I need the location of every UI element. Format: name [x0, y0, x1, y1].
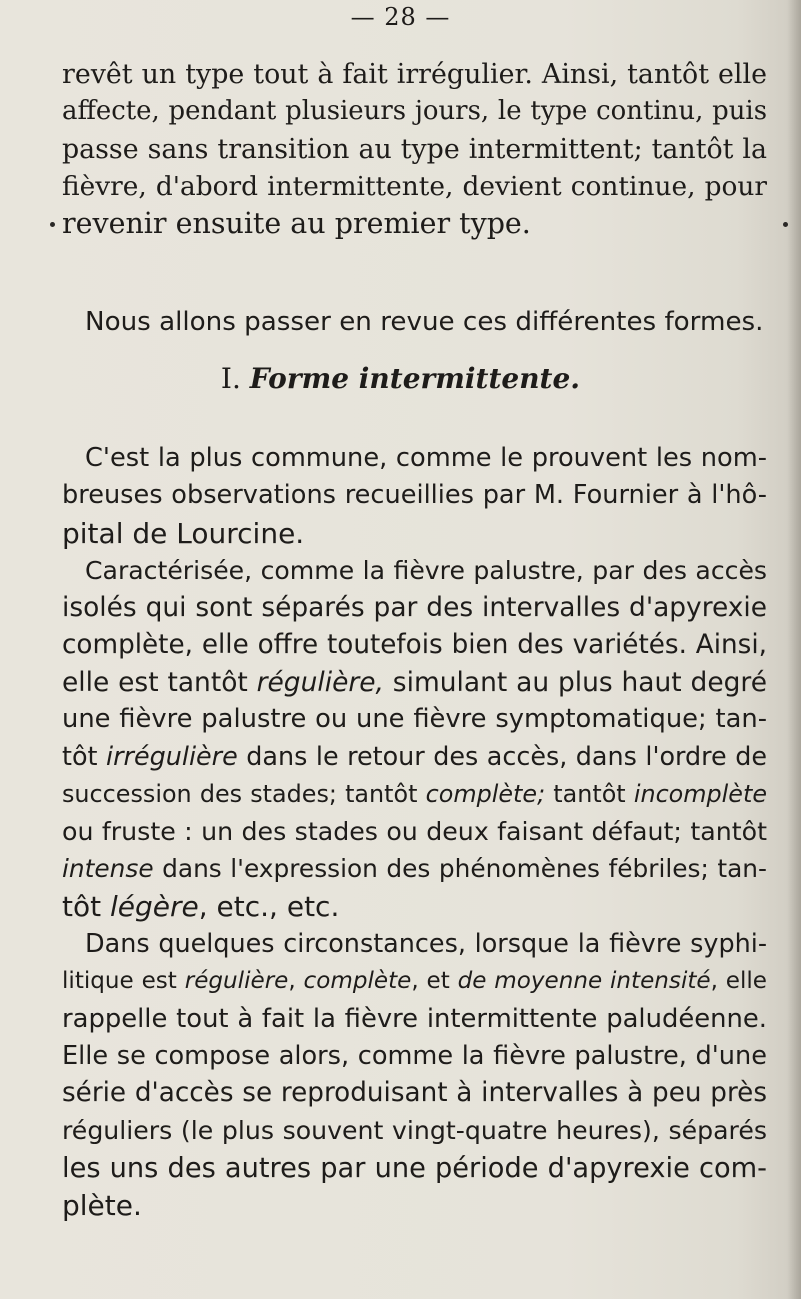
ink-speck: [50, 222, 55, 227]
page-number: — 28 —: [350, 3, 451, 31]
text-line: réguliers (le plus souvent vingt-quatre heures), séparés: [62, 1116, 767, 1146]
section-number: I.: [220, 362, 241, 395]
text-line: litique est régulière, complète, et de moyenne intensité, elle: [62, 968, 767, 995]
emphasis: régulière,: [256, 666, 384, 698]
paragraph-forme-intermittente: [62, 440, 767, 552]
text-line: rappelle tout à fait la fièvre intermittente paludéenne.: [62, 1003, 767, 1034]
text-line: Caractérisée, comme la fièvre palustre, par des accès: [85, 556, 767, 585]
text-line: complète, elle offre toutefois bien des variétés. Ainsi,: [62, 629, 767, 660]
text-line: ou fruste : un des stades ou deux faisant défaut; tantôt: [62, 817, 767, 847]
paragraph-continuation: [62, 56, 767, 242]
emphasis: irrégulière: [106, 741, 238, 772]
text-line: tôt légère, etc., etc.: [62, 889, 340, 923]
emphasis: légère: [110, 889, 199, 923]
text-line: série d'accès se reproduisant à intervalles à peu près: [62, 1078, 767, 1109]
text-line: Dans quelques circonstances, lorsque la fièvre syphi-: [85, 929, 767, 959]
text-line: elle est tantôt régulière, simulant au plus haut degré: [62, 666, 767, 698]
text-line: passe sans transition au type intermittent; tantôt la: [62, 133, 767, 165]
section-heading: [0, 362, 801, 395]
emphasis: de moyenne intensité: [457, 968, 711, 995]
text-line: isolés qui sont séparés par des intervalles d'apyrexie: [62, 592, 767, 624]
text-line: Elle se compose alors, comme la fièvre palustre, d'une: [62, 1040, 767, 1071]
emphasis: régulière: [184, 968, 289, 995]
text-line: les uns des autres par une période d'apyrexie com-: [62, 1152, 767, 1184]
emphasis: intense: [62, 854, 154, 884]
text-line: affecte, pendant plusieurs jours, le type continu, puis: [62, 96, 767, 127]
emphasis: complète;: [425, 779, 546, 808]
emphasis: complète: [303, 968, 412, 995]
text-line: tôt irrégulière dans le retour des accès, dans l'ordre de: [62, 741, 767, 772]
text-line: breuses observations recueillies par M. Fournier à l'hô-: [62, 480, 767, 511]
text-line: revenir ensuite au premier type.: [62, 207, 531, 241]
text-line: fièvre, d'abord intermittente, devient continue, pour: [62, 170, 767, 202]
text-line: C'est la plus commune, comme le prouvent les nom-: [85, 443, 767, 473]
intro-sentence: [62, 304, 767, 341]
section-title: Forme intermittente.: [249, 362, 581, 395]
text-line: pital de Lourcine.: [62, 516, 305, 550]
text-line: revêt un type tout à fait irrégulier. Ainsi, tantôt elle: [62, 59, 767, 90]
text-line: une fièvre palustre ou une fièvre symptomatique; tan-: [62, 704, 767, 735]
page-edge-shadow: [787, 0, 801, 1299]
paragraph-caracterisee: [62, 552, 767, 925]
emphasis: incomplète: [633, 779, 768, 808]
text-line: succession des stades; tantôt complète; tantôt incomplète: [62, 779, 768, 808]
paragraph-circonstances: [62, 926, 767, 1224]
ink-speck: [783, 222, 788, 227]
text-line: plète.: [62, 1189, 142, 1223]
text-line: intense dans l'expression des phénomènes fébriles; tan-: [62, 854, 767, 884]
text-line: Nous allons passer en revue ces différentes formes.: [85, 307, 764, 337]
